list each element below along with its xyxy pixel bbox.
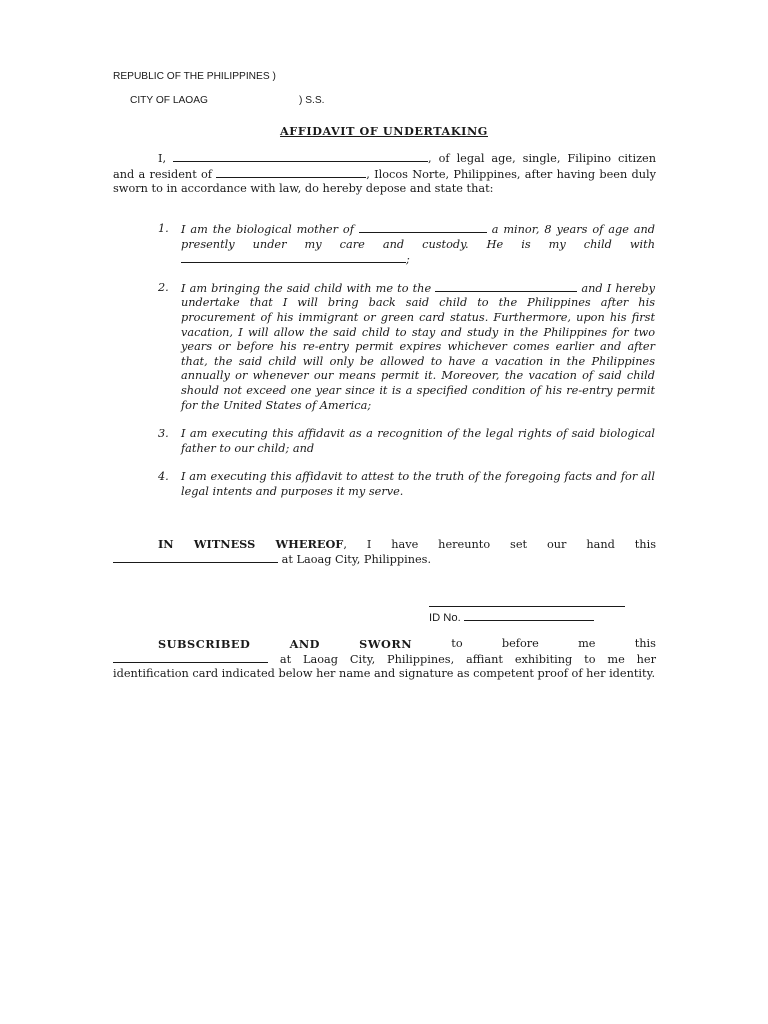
jurat-first-line [113, 637, 656, 652]
jurat-word: to [451, 637, 463, 650]
item-number: 1. [158, 222, 169, 235]
father-name-blank[interactable] [181, 252, 406, 263]
child-name-blank[interactable] [359, 222, 487, 233]
witness-text: , I have hereunto set our hand this [343, 538, 656, 551]
jurat-text: at Laoag City, Philippines, affiant exhibiting to me her identification card indicated below her name and signature as competent proof of her identity. [113, 652, 656, 681]
destination-blank[interactable] [435, 281, 577, 292]
header-line-2 [113, 83, 325, 119]
item-number: 2. [158, 280, 169, 294]
venue-header [113, 71, 325, 119]
item-number: 4. [158, 470, 169, 484]
document-title: AFFIDAVIT OF UNDERTAKING [280, 124, 488, 138]
jurat-word: SUBSCRIBED [158, 637, 251, 651]
jurat-word: SWORN [359, 637, 413, 651]
header-ss: ) S.S. [299, 95, 325, 106]
witness-lead: IN WITNESS WHEREOF [158, 537, 344, 551]
item-number: 3. [158, 427, 169, 441]
item-text: I am bringing the said child with me to the [181, 281, 432, 295]
id-number-field [429, 610, 594, 624]
list-item [158, 427, 655, 456]
list-item [158, 281, 655, 413]
jurat-paragraph [113, 637, 656, 682]
witness-tail: at Laoag City, Philippines. [281, 553, 432, 567]
jurat-word: AND [289, 637, 320, 651]
affiant-name-blank[interactable] [173, 151, 428, 162]
jurat-word: before [501, 637, 539, 650]
item-text: I am the biological mother of [181, 223, 354, 236]
header-line-1: REPUBLIC OF THE PHILIPPINES ) [113, 71, 276, 82]
item-text: I am executing this affidavit to attest to the truth of the foregoing facts and for all legal intents and purposes it my serve. [181, 470, 655, 498]
intro-text-2: , of legal age, single, Filipino citizen and a resident of [113, 152, 657, 181]
witness-paragraph [113, 537, 656, 567]
jurat-date-blank[interactable] [113, 652, 268, 663]
witness-date-blank[interactable] [113, 552, 278, 563]
intro-paragraph [113, 151, 656, 197]
id-number-blank[interactable] [464, 610, 594, 621]
jurat-word: this [634, 637, 656, 650]
undertaking-list [158, 222, 655, 500]
jurat-word: me [578, 637, 596, 650]
residence-blank[interactable] [216, 167, 366, 178]
item-text: I am executing this affidavit as a recognition of the legal rights of said biological father to our child; and [181, 427, 655, 455]
signature-line[interactable] [429, 606, 625, 607]
item-text: and I hereby undertake that I will bring back said child to the Philippines after his procurement of his immigrant or green card status. Furthermore, upon his first vacation, I will allow the said child to stay and study in the Philippines for two years or before his re-entry permit expires whichever comes earlier and after that, the said child will only be allowed to have a vacation in the Philippines annually or whenever our means permit it. Moreover, the vacation of said child should not exceed one year since it is a specified condition of his re-entry permit for the United States of America; [181, 281, 655, 412]
list-item [158, 222, 655, 268]
id-label: ID No. [429, 612, 461, 624]
intro-text-1: I, [158, 152, 167, 165]
list-item [158, 470, 655, 499]
item-text: a minor, 8 years of age and presently under my care and custody. He is my child with [181, 223, 656, 251]
header-city: CITY OF LAOAG [129, 95, 208, 106]
item-text: ; [406, 253, 410, 267]
intro-text-3: , Ilocos Norte, Philippines, after having been duly sworn to in accordance with law, do hereby depose and state that: [113, 167, 657, 196]
